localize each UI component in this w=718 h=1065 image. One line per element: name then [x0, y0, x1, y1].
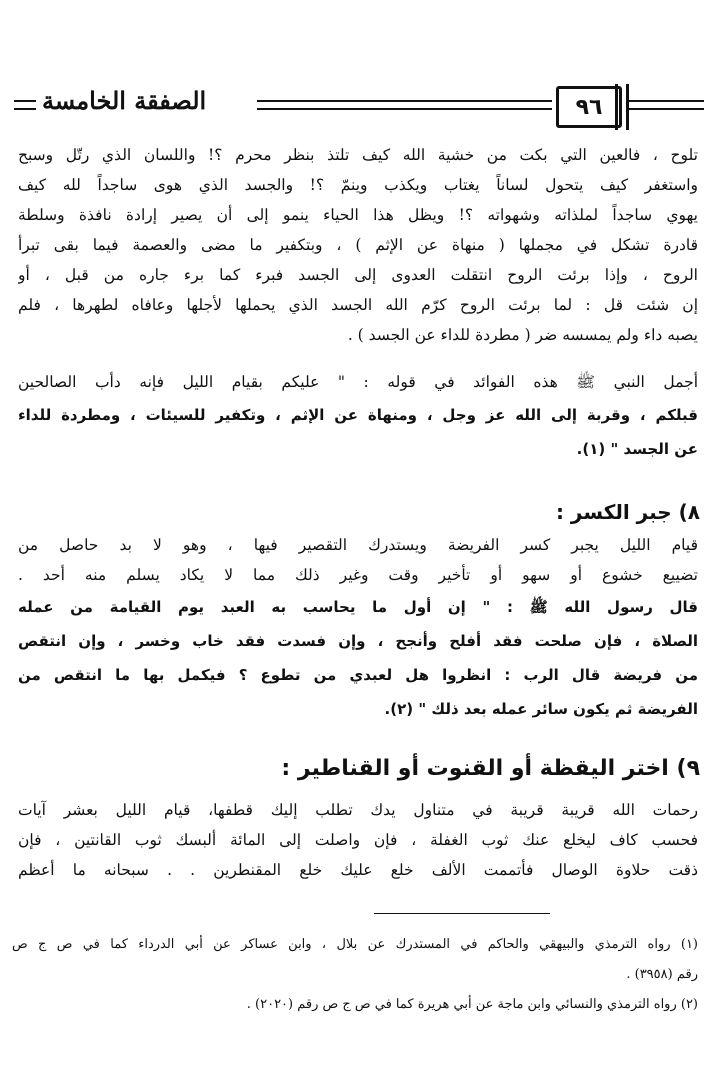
page-number: ٩٦ [556, 86, 622, 128]
text-line: يهوي ساجداً لملذاته وشهواته ؟! ويظل هذا الحياء ينمو إلى أن يصير إرادة نافذة وسلطة [18, 206, 698, 224]
page-header [14, 86, 704, 126]
footnote-divider [374, 913, 550, 914]
chapter-title: الصفقة الخامسة [42, 86, 207, 115]
section-8-heading: ٨) جبر الكسر : [555, 500, 700, 524]
footnote-2: (٢) رواه الترمذي والنسائي وابن ماجة عن أبي هريرة كما في ص ج ص رقم (٢٠٢٠) . [246, 997, 698, 1012]
text-line: قيام الليل يجبر كسر الفريضة ويستدرك التقصير فيها ، وهو لا بد حاصل من [18, 536, 698, 554]
paragraph-2 [18, 366, 698, 466]
text-line: واستغفر كيف يتحول لساناً يغتاب ويكذب وينمّ ؟! والجسد الذي هوى ساجداً لله كيف [18, 176, 698, 194]
text-line: أجمل النبي ﷺ هذه الفوائد في قوله : " عليكم بقيام الليل فإنه دأب الصالحين [18, 373, 698, 391]
text-line: يصبه داء ولم يمسسه ضر ( مطردة للداء عن الجسد ) . [347, 326, 698, 344]
text-line: تضييع خشوع أو سهو أو تأخير وقت وغير ذلك مما لا يكاد يسلم منه أحد . [18, 566, 698, 584]
text-line: الروح ، وإذا برئت الروح انتقلت العدوى إلى الجسد فبرء كما برء جاره من قبل ، أو [18, 266, 698, 284]
header-rule-left [14, 100, 36, 110]
text-line: قبلكم ، وقربة إلى الله عز وجل ، ومنهاة عن الإثم ، وتكفير للسيئات ، ومطردة للداء [18, 406, 698, 424]
footnote-1: (١) رواه الترمذي والبيهقي والحاكم في المستدرك عن بلال ، وابن عساكر عن أبي الدرداء كما في ص ج ص [12, 937, 698, 952]
header-rule-right [626, 100, 704, 110]
paragraph-1 [18, 140, 698, 350]
header-rule-middle [257, 100, 552, 110]
text-line: رحمات الله قريبة قريبة في متناول يدك تطلب إليك قطفها، قيام الليل بعشر آيات [18, 801, 698, 819]
section-8-body [18, 530, 698, 726]
section-9-body [18, 795, 698, 885]
text-line: ذقت حلاوة الوصال فأتممت الألف خلع عليك خلع المقنطرين . . سبحانه ما أعظم [18, 861, 698, 879]
text-line: إن شئت قل : لما برئت الروح كرّم الله الجسد الذي يحملها لأجلها وعافاه لطهرها ، فلم [18, 296, 698, 314]
text-line: الصلاة ، فإن صلحت فقد أفلح وأنجح ، وإن فسدت فقد خاب وخسر ، وإن انتقص [18, 632, 698, 650]
text-line: فحسب كاف ليخلع عنك ثوب الغفلة ، فإن واصلت إلى المائة ألبسك ثوب القانتين ، فإن [18, 831, 698, 849]
text-line: من فريضة قال الرب : انظروا هل لعبدي من تطوع ؟ فيكمل بها ما انتقص من [18, 666, 698, 684]
footnotes [12, 930, 698, 1020]
text-line: قال رسول الله ﷺ : " إن أول ما يحاسب به العبد يوم القيامة من عمله [18, 598, 698, 616]
footnote-1-cont: رقم (٣٩٥٨) . [626, 967, 698, 982]
text-line: عن الجسد " (١). [576, 440, 698, 458]
text-line: قادرة تشكل في مجملها ( منهاة عن الإثم ) ، وبتكفير ما مضى والعصمة فيما بقى تبرأ [18, 236, 698, 254]
text-line: تلوح ، فالعين التي بكت من خشية الله كيف تلتذ بنظر محرم ؟! واللسان الذي رتّل وسبح [18, 146, 698, 164]
text-line: الفريضة ثم يكون سائر عمله بعد ذلك " (٢). [384, 700, 698, 718]
section-9-heading: ٩) اختر اليقظة أو القنوت أو القناطير : [281, 756, 700, 781]
